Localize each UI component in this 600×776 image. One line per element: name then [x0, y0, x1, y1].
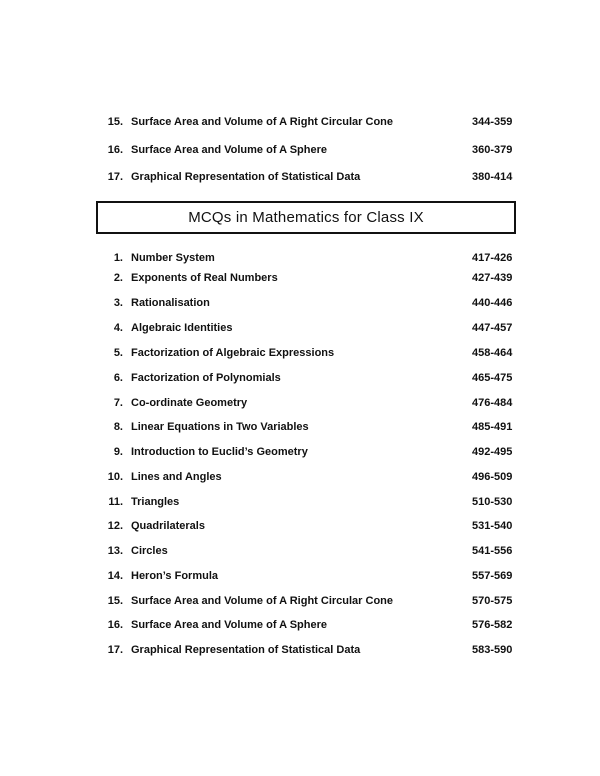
toc-number: 2. [113, 272, 123, 284]
toc-number: 15. [107, 116, 123, 128]
toc-title: Number System [131, 252, 215, 264]
toc-number: 14. [107, 570, 123, 582]
toc-title: Surface Area and Volume of A Right Circular Cone [131, 595, 394, 607]
toc-row [0, 642, 600, 658]
toc-number: 17. [107, 171, 123, 183]
toc-pages: 485-491 [472, 421, 513, 433]
toc-row [0, 142, 600, 158]
toc-pages: 576-582 [472, 619, 513, 631]
toc-row [0, 444, 600, 460]
toc-number: 15. [107, 595, 123, 607]
toc-row [0, 270, 600, 286]
toc-title: Co-ordinate Geometry [131, 397, 248, 409]
toc-row [0, 295, 600, 311]
toc-title: Circles [131, 545, 168, 557]
toc-number: 5. [113, 347, 123, 359]
toc-title: Exponents of Real Numbers [131, 272, 278, 284]
toc-row [0, 395, 600, 411]
toc-pages: 344-359 [472, 116, 513, 128]
toc-row [0, 593, 600, 609]
toc-title: Surface Area and Volume of A Sphere [131, 144, 328, 156]
toc-pages: 476-484 [472, 397, 513, 409]
toc-number: 8. [113, 421, 123, 433]
toc-row [0, 568, 600, 584]
toc-title: Introduction to Euclid’s Geometry [131, 446, 308, 458]
toc-number: 4. [113, 322, 123, 334]
toc-pages: 583-590 [472, 644, 513, 656]
toc-pages: 440-446 [472, 297, 513, 309]
toc-title: Heron’s Formula [131, 570, 218, 582]
toc-pages: 447-457 [472, 322, 513, 334]
toc-number: 13. [107, 545, 123, 557]
toc-row [0, 494, 600, 510]
toc-row [0, 169, 600, 185]
toc-number: 12. [107, 520, 123, 532]
toc-pages: 557-569 [472, 570, 513, 582]
toc-pages: 417-426 [472, 252, 513, 264]
toc-row [0, 370, 600, 386]
toc-number: 17. [107, 644, 123, 656]
toc-title: Factorization of Algebraic Expressions [131, 347, 335, 359]
toc-number: 16. [107, 144, 123, 156]
toc-title: Graphical Representation of Statistical Data [131, 644, 361, 656]
toc-number: 3. [113, 297, 123, 309]
toc-number: 16. [107, 619, 123, 631]
toc-title: Triangles [131, 496, 180, 508]
toc-title: Graphical Representation of Statistical Data [131, 171, 361, 183]
toc-number: 6. [113, 372, 123, 384]
toc-row [0, 345, 600, 361]
toc-title: Rationalisation [131, 297, 210, 309]
section-heading: MCQs in Mathematics for Class IX [96, 201, 516, 234]
toc-pages: 510-530 [472, 496, 513, 508]
toc-number: 10. [107, 471, 123, 483]
toc-pages: 360-379 [472, 144, 513, 156]
toc-row [0, 469, 600, 485]
toc-number: 11. [108, 496, 123, 508]
toc-pages: 496-509 [472, 471, 513, 483]
toc-row [0, 543, 600, 559]
toc-title: Lines and Angles [131, 471, 222, 483]
toc-pages: 380-414 [472, 171, 513, 183]
toc-title: Surface Area and Volume of A Right Circular Cone [131, 116, 394, 128]
toc-number: 1. [113, 252, 123, 264]
toc-row [0, 320, 600, 336]
toc-title: Quadrilaterals [131, 520, 205, 532]
toc-pages: 541-556 [472, 545, 513, 557]
toc-row [0, 617, 600, 633]
toc-number: 9. [113, 446, 123, 458]
toc-pages: 492-495 [472, 446, 513, 458]
toc-title: Surface Area and Volume of A Sphere [131, 619, 328, 631]
toc-pages: 570-575 [472, 595, 513, 607]
toc-title: Linear Equations in Two Variables [131, 421, 309, 433]
toc-row [0, 419, 600, 435]
toc-pages: 458-464 [472, 347, 513, 359]
toc-pages: 465-475 [472, 372, 513, 384]
toc-row [0, 114, 600, 130]
toc-number: 7. [113, 397, 123, 409]
toc-pages: 531-540 [472, 520, 513, 532]
toc-title: Factorization of Polynomials [131, 372, 281, 384]
toc-row [0, 518, 600, 534]
toc-title: Algebraic Identities [131, 322, 233, 334]
toc-pages: 427-439 [472, 272, 513, 284]
toc-row [0, 250, 600, 266]
